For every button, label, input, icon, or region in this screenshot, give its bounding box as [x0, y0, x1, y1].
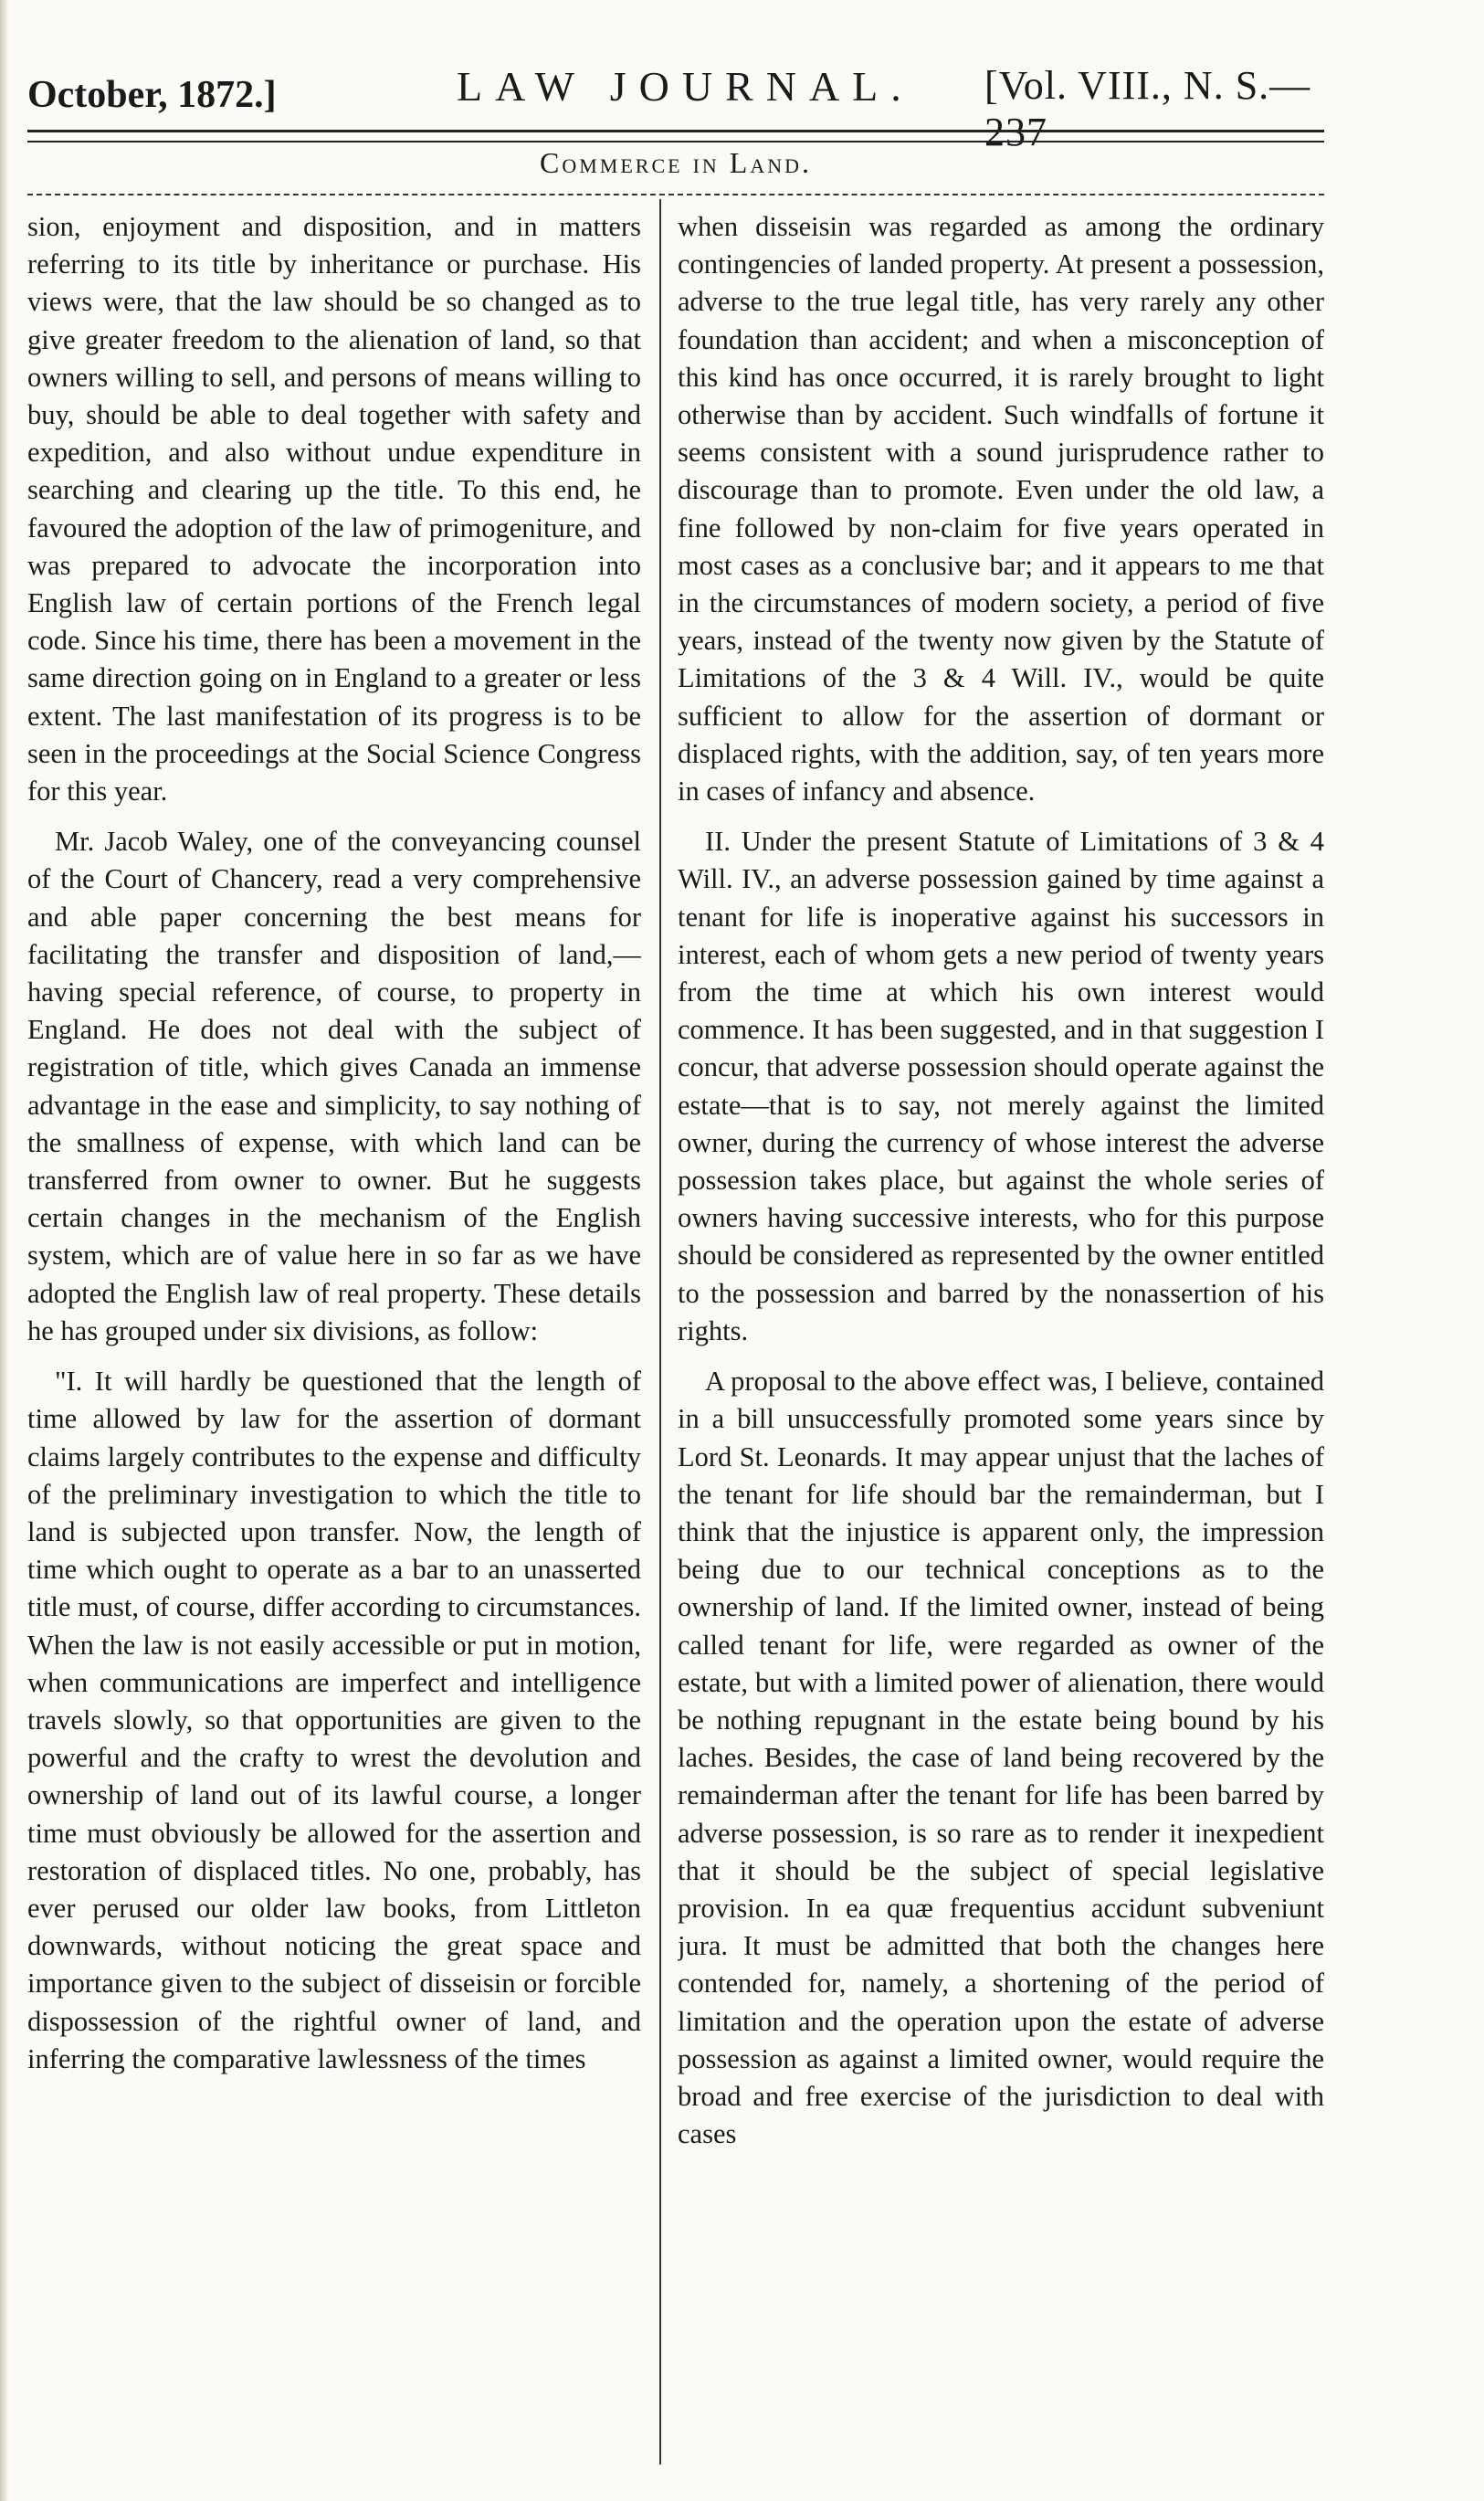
paragraph: Mr. Jacob Waley, one of the conveyancing counsel of the Court of Chancery, read a very comprehensive and able paper concerning the best means for facilitating the transfer and disposition of land,—having special reference, of course, to property in England. He does not deal with the subject of registration of title, which gives Canada an immense advantage in the ease and simplicity, to say nothing of the smallness of expense, with which land can be transferred from owner to owner. But he suggests certain changes in the mechanism of the English system, which are of value here in so far as we have adopted the English law of real property. These details he has grouped under six divisions, as follow: [27, 826, 641, 1346]
paragraph: A proposal to the above effect was, I believe, contained in a bill unsuccessfully promoted some years since by Lord St. Leonards. It may appear unjust that the laches of the tenant for life should bar the remainderman, but I think that the injustice is apparent only, the impression being due to our technical conceptions as to the ownership of land. If the limited owner, instead of being called tenant for life, were regarded as owner of the estate, but with a limited power of alienation, there would be nothing repugnant in the estate being bound by his laches. Besides, the case of land being recovered by the remainderman after the tenant for life has been barred by adverse possession, is so rare as to render it inexpedient that it should be the subject of special legislative provision. In ea quæ frequentius accidunt subveniunt jura. It must be admitted that both the changes here contended for, namely, a shortening of the period of limitation and the operation upon the estate of adverse possession as against a limited owner, would require the broad and free exercise of the jurisdiction to deal with cases [678, 1366, 1324, 2150]
column-divider [659, 199, 661, 2464]
running-header [27, 53, 1324, 154]
header-journal-title: LAW JOURNAL. [457, 63, 914, 110]
header-double-rule [27, 130, 1324, 142]
paragraph: when disseisin was regarded as among the ordinary contingencies of landed property. At present a possession, adverse to the true legal title, has very rarely any other foundation than accident; and when a misconception of this kind has once occurred, it is rarely brought to light otherwise than by accident. Such windfalls of fortune it seems consistent with a sound jurisprudence rather to discourage than to promote. Even under the old law, a fine followed by non-claim for five years operated in most cases as a conclusive bar; and it appears to me that in the circumstances of modern society, a period of five years, instead of the twenty now given by the Statute of Limitations of the 3 & 4 Will. IV., would be quite sufficient to allow for the assertion of dormant or displaced rights, with the addition, say, of ten years more in cases of infancy and absence. [678, 211, 1324, 807]
header-date: October, 1872.] [27, 74, 277, 116]
page-edge-shadow [0, 0, 9, 2501]
header-volume-page: [Vol. VIII., N. S.—237 [984, 63, 1311, 154]
section-rule [27, 194, 1324, 195]
left-column [27, 208, 641, 2474]
paragraph: II. Under the present Statute of Limitations of 3 & 4 Will. IV., an adverse possession gained by time against a tenant for life is inoperative against his successors in interest, each of whom gets a new period of twenty years from the time at which his own interest would commence. It has been suggested, and in that suggestion I concur, that adverse possession should operate against the estate—that is to say, not merely against the limited owner, during the currency of whose interest the adverse possession takes place, but against the whole series of owners having successive interests, who for this purpose should be considered as represented by the owner entitled to the possession and barred by the nonassertion of his rights. [678, 826, 1324, 1346]
section-title: Commerce in Land. [539, 146, 812, 179]
right-column [678, 208, 1324, 2474]
paragraph: "I. It will hardly be questioned that the length of time allowed by law for the assertion of dormant claims largely contributes to the expense and difficulty of the preliminary investigation to which the title to land is subjected upon transfer. Now, the length of time which ought to operate as a bar to an unasserted title must, of course, differ according to circumstances. When the law is not easily accessible or put in motion, when communications are imperfect and intelligence travels slowly, so that opportunities are given to the powerful and the crafty to wrest the devolution and ownership of land out of its lawful course, a longer time must obviously be allowed for the assertion and restoration of displaced titles. No one, probably, has ever perused our older law books, from Littleton downwards, without noticing the great space and importance given to the subject of disseisin or forcible dispossession of the rightful owner of land, and inferring the comparative lawlessness of the times [27, 1366, 641, 2074]
paragraph: sion, enjoyment and disposition, and in matters referring to its title by inheritance or purchase. His views were, that the law should be so changed as to give greater freedom to the alienation of land, so that owners willing to sell, and persons of means willing to buy, should be able to deal together with safety and expedition, and also without undue expenditure in searching and clearing up the title. To this end, he favoured the adoption of the law of primogeniture, and was prepared to advocate the incorporation into English law of certain portions of the French legal code. Since his time, there has been a movement in the same direction going on in England to a greater or less extent. The last manifestation of its progress is to be seen in the proceedings at the Social Science Congress for this year. [27, 211, 641, 807]
